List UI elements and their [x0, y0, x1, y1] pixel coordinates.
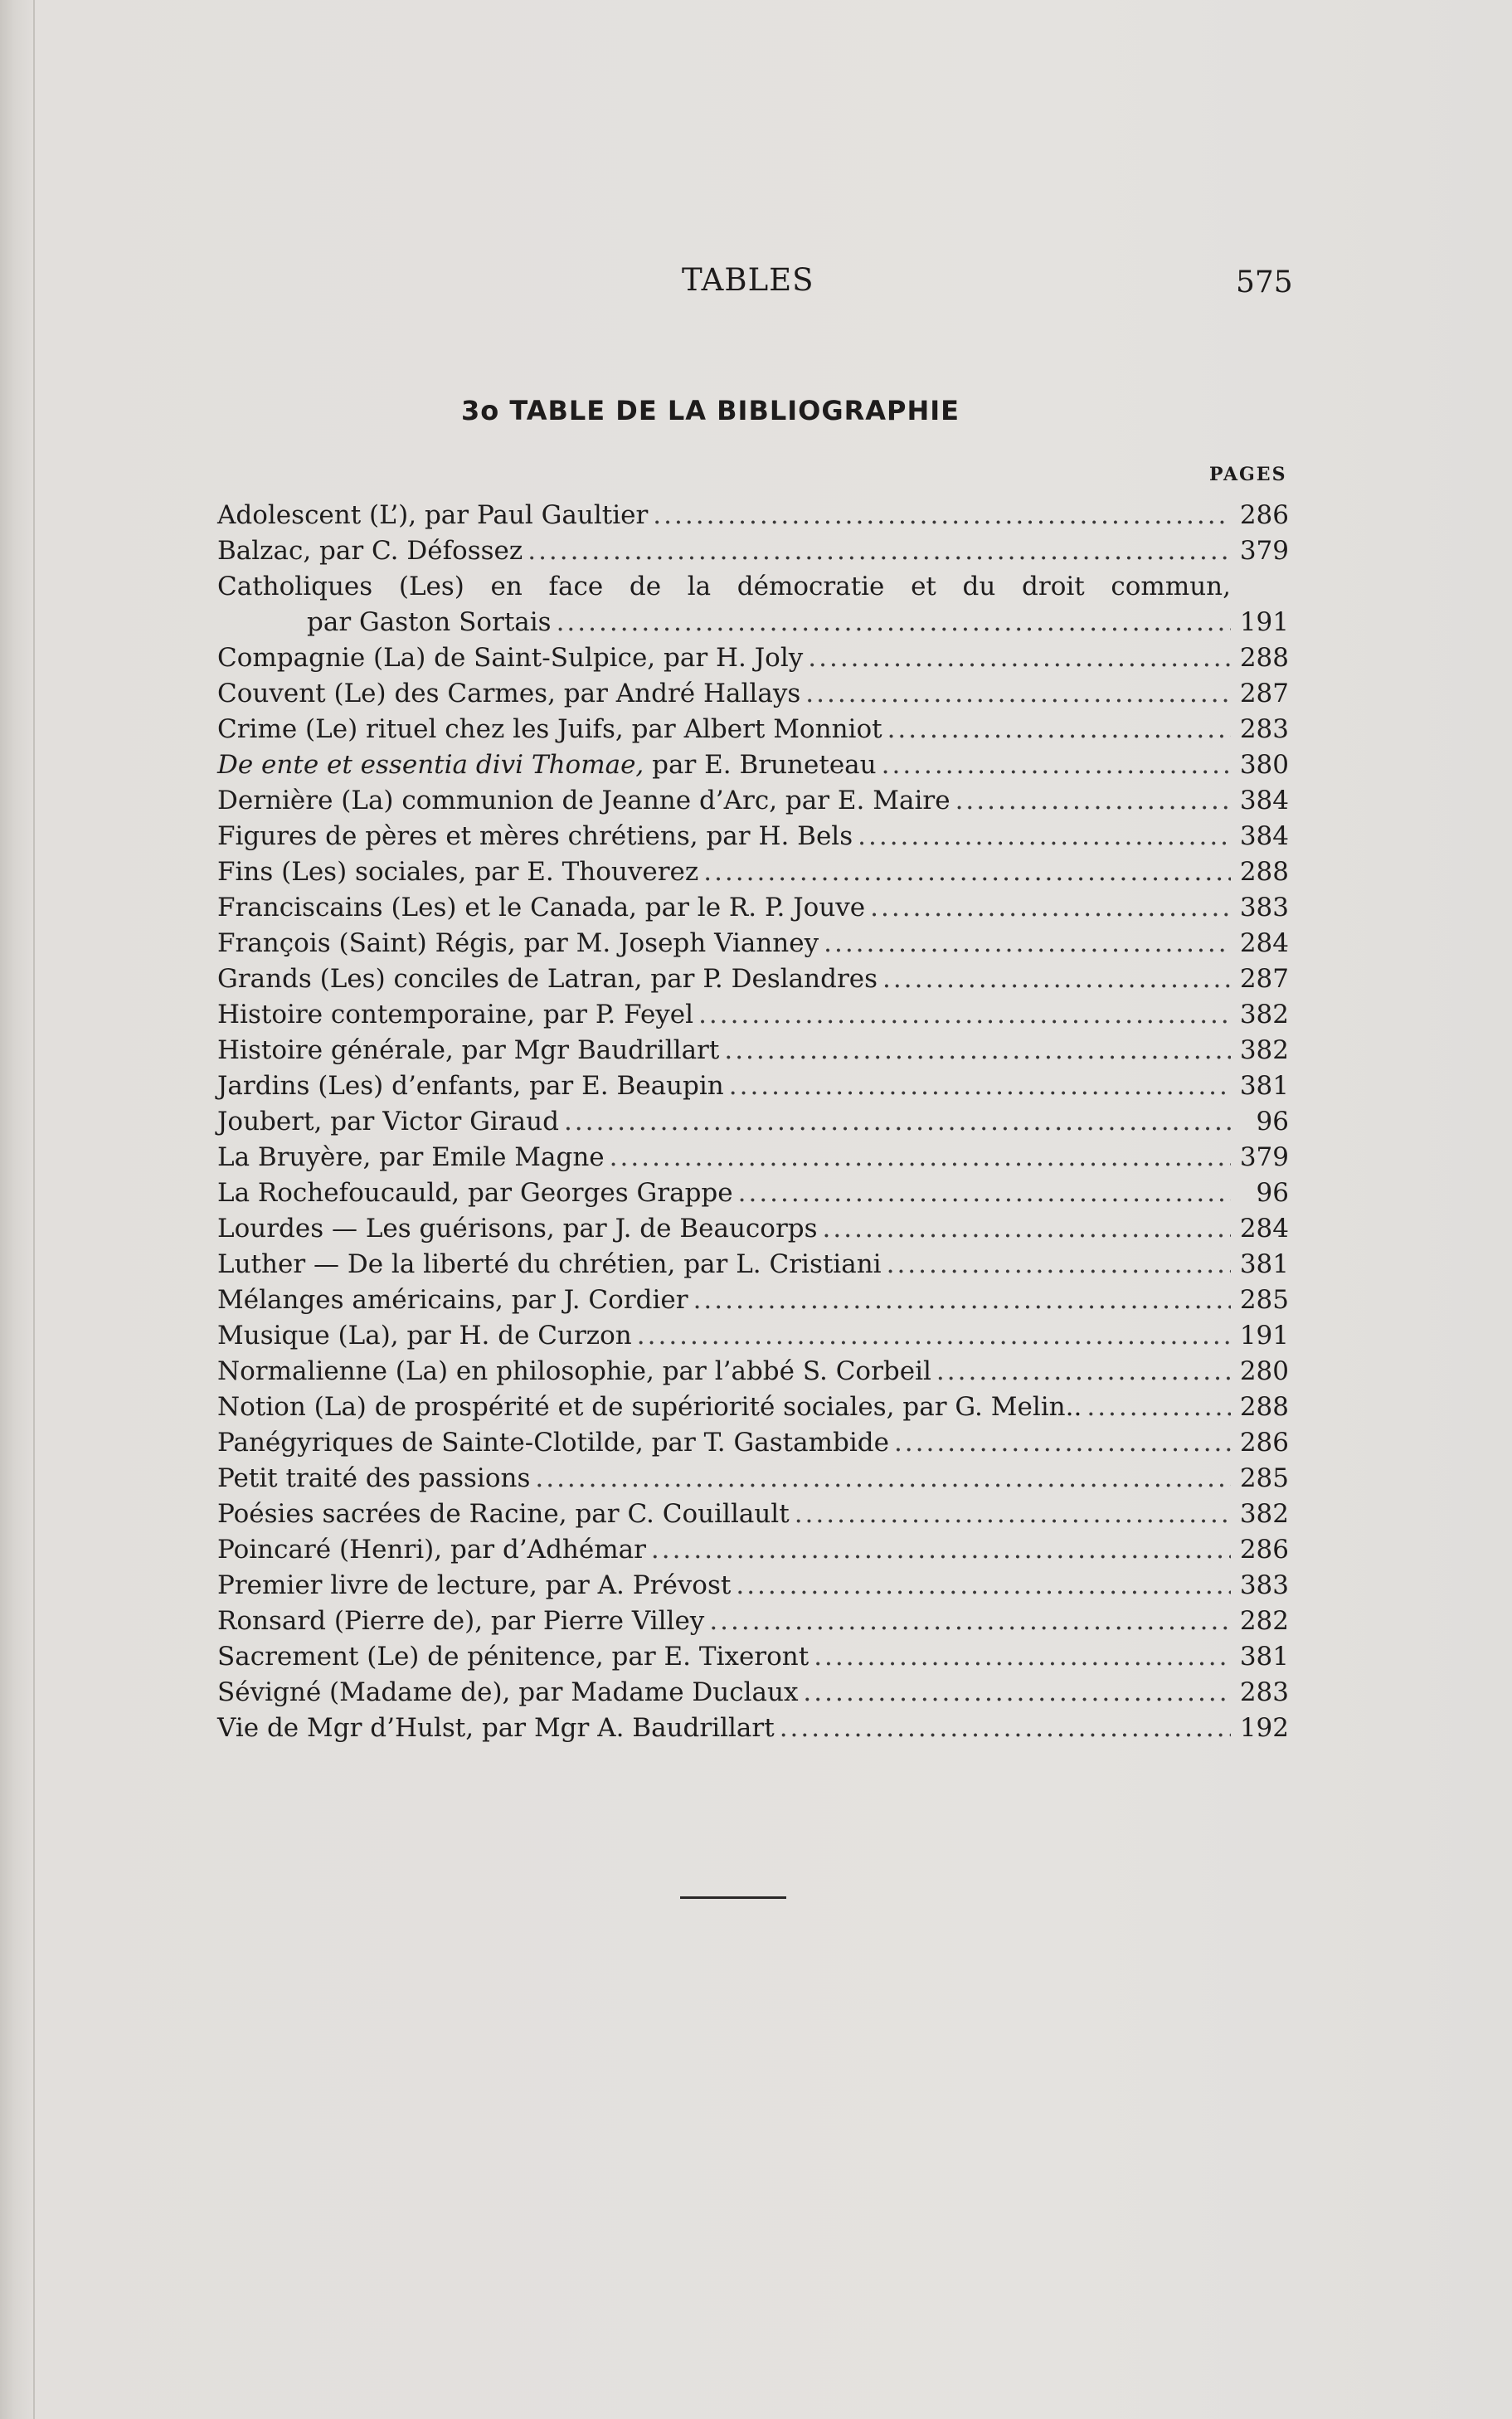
list-item	[217, 1140, 1289, 1175]
dot-leader	[527, 533, 1231, 569]
bibliography-list	[217, 498, 1289, 1746]
list-item	[217, 1354, 1289, 1390]
entry-page: 288	[1239, 857, 1289, 887]
list-item	[217, 1639, 1289, 1675]
entry-title: Notion (La) de prospérité et de supériorité sociales, par G. Melin..	[217, 1392, 1082, 1422]
entry-title: Luther — De la liberté du chrétien, par L. Cristiani	[217, 1249, 882, 1279]
list-item	[217, 997, 1289, 1033]
entry-page: 280	[1239, 1356, 1289, 1386]
entry-title: Figures de pères et mères chrétiens, par H. Bels	[217, 821, 853, 851]
dot-leader	[738, 1175, 1231, 1211]
entry-title: Vie de Mgr d’Hulst, par Mgr A. Baudrillart	[217, 1713, 775, 1743]
list-item	[217, 569, 1289, 640]
entry-page: 383	[1239, 893, 1289, 922]
running-title: TABLES	[682, 262, 814, 298]
entry-title: Couvent (Le) des Carmes, par André Hallays	[217, 679, 801, 708]
dot-leader	[610, 1140, 1231, 1175]
entry-page: 282	[1239, 1606, 1289, 1636]
entry-title-italic: De ente et essentia divi Thomae,	[217, 750, 644, 780]
dot-leader	[882, 961, 1231, 997]
entry-title: Crime (Le) rituel chez les Juifs, par Albert Monniot	[217, 714, 882, 744]
entry-page: 382	[1239, 1035, 1289, 1065]
dot-leader	[709, 1604, 1231, 1639]
list-item	[217, 1604, 1289, 1639]
list-item	[217, 1283, 1289, 1318]
list-item	[217, 1497, 1289, 1532]
pages-column-label: PAGES	[1209, 464, 1287, 485]
running-head	[0, 262, 1512, 304]
list-item	[217, 1033, 1289, 1068]
list-item	[217, 1068, 1289, 1104]
entry-page: 381	[1239, 1642, 1289, 1672]
list-item	[217, 676, 1289, 712]
list-item	[217, 1532, 1289, 1568]
entry-page: 96	[1256, 1178, 1289, 1208]
gutter-shadow	[33, 0, 35, 2419]
list-item	[217, 640, 1289, 676]
entry-title: Adolescent (L’), par Paul Gaultier	[217, 500, 649, 530]
dot-leader	[894, 1425, 1231, 1461]
entry-title: Petit traité des passions	[217, 1463, 531, 1493]
dot-leader	[887, 712, 1231, 747]
entry-title: Compagnie (La) de Saint-Sulpice, par H. Joly	[217, 643, 804, 673]
entry-title: Franciscains (Les) et le Canada, par le R. P. Jouve	[217, 893, 866, 922]
dot-leader	[653, 498, 1231, 533]
dot-leader	[795, 1497, 1231, 1532]
entry-title: Premier livre de lecture, par A. Prévost	[217, 1570, 732, 1600]
dot-leader	[955, 783, 1231, 819]
entry-page: 96	[1256, 1107, 1289, 1136]
list-item	[217, 1247, 1289, 1283]
entry-page: 381	[1239, 1071, 1289, 1101]
entry-page: 288	[1239, 643, 1289, 673]
entry-page: 283	[1239, 1677, 1289, 1707]
list-item	[217, 1568, 1289, 1604]
entry-page: 384	[1239, 786, 1289, 815]
entry-title: Musique (La), par H. de Curzon	[217, 1321, 632, 1351]
page-number: 575	[1236, 265, 1293, 299]
list-item	[217, 961, 1289, 997]
dot-leader	[882, 747, 1231, 783]
list-item	[217, 1390, 1289, 1425]
entry-page: 286	[1239, 1428, 1289, 1458]
dot-leader	[637, 1318, 1231, 1354]
list-item	[217, 1175, 1289, 1211]
dot-leader	[651, 1532, 1231, 1568]
list-item	[217, 1104, 1289, 1140]
dot-leader	[736, 1568, 1231, 1604]
entry-title: Poincaré (Henri), par d’Adhémar	[217, 1535, 646, 1565]
entry-title: Poésies sacrées de Racine, par C. Couillault	[217, 1499, 790, 1529]
dot-leader	[808, 640, 1231, 676]
dot-leader	[805, 676, 1231, 712]
entry-title: Joubert, par Victor Giraud	[217, 1107, 559, 1136]
list-item	[217, 783, 1289, 819]
dot-leader	[535, 1461, 1231, 1497]
dot-leader	[698, 997, 1231, 1033]
entry-page: 382	[1239, 1000, 1289, 1029]
dot-leader	[803, 1675, 1231, 1711]
dot-leader	[703, 854, 1231, 890]
list-item	[217, 533, 1289, 569]
list-item	[217, 747, 1289, 783]
entry-title: Histoire générale, par Mgr Baudrillart	[217, 1035, 720, 1065]
entry-page: 379	[1239, 1142, 1289, 1172]
entry-page: 379	[1239, 536, 1289, 566]
dot-leader	[693, 1283, 1231, 1318]
entry-page: 287	[1239, 679, 1289, 708]
entry-title: Balzac, par C. Défossez	[217, 536, 523, 566]
dot-leader	[564, 1104, 1231, 1140]
section-title: 3o TABLE DE LA BIBLIOGRAPHIE	[461, 395, 960, 426]
entry-title: Mélanges américains, par J. Cordier	[217, 1285, 688, 1315]
entry-page: 283	[1239, 714, 1289, 744]
entry-title: Fins (Les) sociales, par E. Thouverez	[217, 857, 699, 887]
entry-page: 381	[1239, 1249, 1289, 1279]
dot-leader	[729, 1068, 1231, 1104]
dot-leader	[858, 819, 1231, 854]
entry-title: Sévigné (Madame de), par Madame Duclaux	[217, 1677, 799, 1707]
dot-leader	[870, 890, 1231, 926]
list-item	[217, 890, 1289, 926]
entry-page: 380	[1239, 750, 1289, 780]
list-item	[217, 1425, 1289, 1461]
list-item	[217, 854, 1289, 890]
dot-leader	[780, 1711, 1231, 1746]
entry-title: Sacrement (Le) de pénitence, par E. Tixeront	[217, 1642, 809, 1672]
entry-page: 287	[1239, 964, 1289, 994]
list-item	[217, 819, 1289, 854]
entry-page: 191	[1239, 1321, 1289, 1351]
entry-page: 285	[1239, 1285, 1289, 1315]
entry-page: 285	[1239, 1463, 1289, 1493]
entry-page: 288	[1239, 1392, 1289, 1422]
entry-title: Grands (Les) conciles de Latran, par P. Deslandres	[217, 964, 878, 994]
entry-title: La Rochefoucauld, par Georges Grappe	[217, 1178, 733, 1208]
entry-page: 382	[1239, 1499, 1289, 1529]
dot-leader	[936, 1354, 1231, 1390]
entry-title-continued: par Gaston Sortais	[307, 607, 552, 637]
dot-leader	[1087, 1390, 1231, 1425]
entry-page: 383	[1239, 1570, 1289, 1600]
entry-page: 286	[1239, 1535, 1289, 1565]
list-item	[217, 1211, 1289, 1247]
entry-title: Lourdes — Les guérisons, par J. de Beaucorps	[217, 1214, 818, 1244]
entry-page: 284	[1239, 928, 1289, 958]
entry-title: Ronsard (Pierre de), par Pierre Villey	[217, 1606, 705, 1636]
dot-leader	[724, 1033, 1231, 1068]
dot-leader	[824, 926, 1231, 961]
entry-title: Jardins (Les) d’enfants, par E. Beaupin	[217, 1071, 724, 1101]
entry-page: 384	[1239, 821, 1289, 851]
entry-title: par E. Bruneteau	[652, 750, 877, 780]
list-item	[217, 1711, 1289, 1746]
dot-leader	[887, 1247, 1231, 1283]
entry-page: 286	[1239, 500, 1289, 530]
entry-title: Histoire contemporaine, par P. Feyel	[217, 1000, 694, 1029]
entry-title: Normalienne (La) en philosophie, par l’abbé S. Corbeil	[217, 1356, 931, 1386]
entry-title: François (Saint) Régis, par M. Joseph Vianney	[217, 928, 819, 958]
entry-page: 191	[1239, 607, 1289, 637]
list-item	[217, 498, 1289, 533]
entry-page: 284	[1239, 1214, 1289, 1244]
entry-page: 192	[1239, 1713, 1289, 1743]
list-item	[217, 1461, 1289, 1497]
entry-title: Catholiques (Les) en face de la démocratie et du droit commun,	[217, 572, 1231, 601]
list-item	[217, 1675, 1289, 1711]
dot-leader	[814, 1639, 1231, 1675]
entry-title: Panégyriques de Sainte-Clotilde, par T. Gastambide	[217, 1428, 889, 1458]
list-item	[217, 926, 1289, 961]
closing-rule	[680, 1896, 786, 1899]
list-item	[217, 712, 1289, 747]
list-item	[217, 1318, 1289, 1354]
dot-leader	[823, 1211, 1231, 1247]
dot-leader	[557, 605, 1231, 640]
entry-title: La Bruyère, par Emile Magne	[217, 1142, 605, 1172]
entry-title: Dernière (La) communion de Jeanne d’Arc, par E. Maire	[217, 786, 950, 815]
